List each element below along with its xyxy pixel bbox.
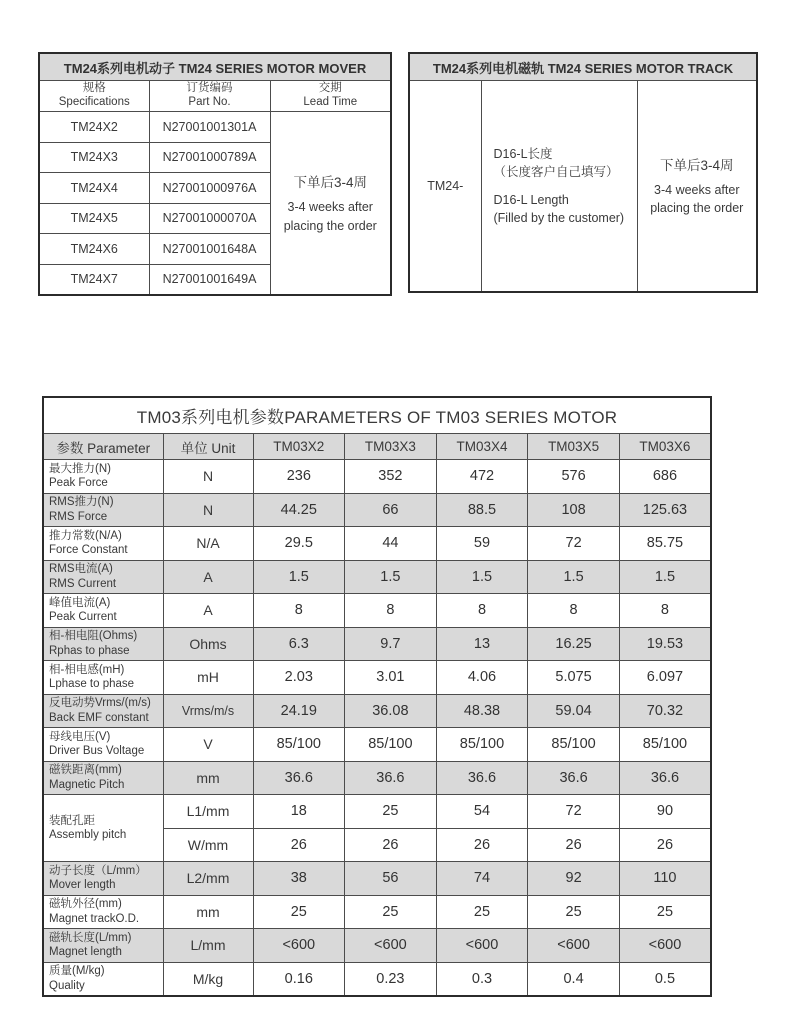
params-header-model: TM03X2 [253,434,345,460]
param-value-cell: 36.08 [345,694,437,728]
param-value-cell: 85/100 [253,728,345,762]
param-value-cell: 66 [345,493,437,527]
param-value-cell: 36.6 [345,761,437,795]
param-unit-cell: N [163,493,253,527]
param-value-cell: 0.16 [253,962,345,996]
param-row-assembly-pitch-l1 [43,795,711,829]
param-value-cell: 8 [345,594,437,628]
param-value-cell: 6.097 [619,661,711,695]
length-zh-line2: （长度客户自己填写） [493,164,619,179]
param-unit-cell: A [163,594,253,628]
param-label-cell [43,795,163,862]
param-row-peak-force [43,460,711,494]
param-label-zh: RMS电流(A) [49,563,113,576]
param-value-cell: 25 [619,895,711,929]
param-value-cell: 0.4 [528,962,620,996]
param-unit-cell: L/mm [163,929,253,963]
param-row-bus-voltage [43,728,711,762]
param-value-cell: 352 [345,460,437,494]
param-value-cell: 9.7 [345,627,437,661]
param-value-cell: 38 [253,862,345,896]
lead-time-en-line1: 3-4 weeks after [654,183,740,198]
param-value-cell: 72 [528,795,620,829]
param-label-en: Peak Current [49,611,117,624]
param-value-cell: 5.075 [528,661,620,695]
col-lead-time-zh: 交期 [318,82,342,95]
param-value-cell: 19.53 [619,627,711,661]
spec-cell: TM24X2 [39,112,149,143]
param-value-cell: 0.3 [436,962,528,996]
param-row-quality [43,962,711,996]
param-label-zh: 质量(M/kg) [49,965,105,978]
param-unit-cell: Ohms [163,627,253,661]
param-label-zh: 装配孔距 [49,814,95,827]
track-model-cell: TM24- [409,81,481,292]
param-unit-cell: N/A [163,527,253,561]
param-value-cell: <600 [436,929,528,963]
param-row-magnetic-pitch [43,761,711,795]
param-unit-cell: Vrms/m/s [163,694,253,728]
param-label-cell [43,661,163,695]
param-value-cell: 36.6 [436,761,528,795]
track-body-row [409,81,757,292]
param-label-cell [43,560,163,594]
params-header-model: TM03X3 [345,434,437,460]
param-value-cell: 108 [528,493,620,527]
lead-time-zh: 下单后3-4周 [293,175,368,191]
param-value-cell: 0.5 [619,962,711,996]
param-value-cell: <600 [345,929,437,963]
param-value-cell: 88.5 [436,493,528,527]
length-zh-line1: D16-L长度 [493,146,553,161]
param-value-cell: 44.25 [253,493,345,527]
param-value-cell: 0.23 [345,962,437,996]
param-label-zh: 最大推力(N) [49,462,111,475]
param-label-en: Quality [49,979,85,992]
param-label-en: Lphase to phase [49,678,135,691]
param-value-cell: 1.5 [436,560,528,594]
param-value-cell: 85/100 [619,728,711,762]
param-value-cell: 29.5 [253,527,345,561]
param-value-cell: 25 [528,895,620,929]
param-row-peak-current [43,594,711,628]
params-title-row [43,397,711,434]
param-row-back-emf [43,694,711,728]
param-value-cell: <600 [619,929,711,963]
col-specifications-en: Specifications [58,96,130,108]
mover-lead-time-cell [270,112,391,296]
col-lead-time [270,81,391,112]
param-label-cell [43,929,163,963]
param-value-cell: 472 [436,460,528,494]
param-unit-cell: mm [163,761,253,795]
param-value-cell: 8 [619,594,711,628]
param-value-cell: 90 [619,795,711,829]
col-part-no [149,81,270,112]
param-label-zh: 磁轨外径(mm) [49,898,122,911]
param-row-inductance [43,661,711,695]
spacer [494,181,637,191]
param-value-cell: 56 [345,862,437,896]
param-label-zh: 母线电压(V) [49,730,111,743]
param-value-cell: 18 [253,795,345,829]
param-label-en: RMS Force [49,510,108,523]
param-label-cell [43,594,163,628]
param-unit-cell: L2/mm [163,862,253,896]
params-header-row [43,434,711,460]
param-label-cell [43,493,163,527]
params-header-model: TM03X5 [528,434,620,460]
param-label-zh: 动子长度（L/mm） [49,864,147,877]
param-value-cell: 16.25 [528,627,620,661]
param-label-en: Assembly pitch [49,829,127,841]
spec-cell: TM24X3 [39,142,149,173]
param-value-cell: 24.19 [253,694,345,728]
param-label-cell [43,728,163,762]
table-row [39,112,391,143]
param-row-resistance [43,627,711,661]
param-value-cell: 1.5 [619,560,711,594]
param-label-zh: 峰值电流(A) [49,596,111,609]
param-label-cell [43,895,163,929]
param-value-cell: 4.06 [436,661,528,695]
part-no-cell: N27001000789A [149,142,270,173]
param-value-cell: 110 [619,862,711,896]
param-label-en: RMS Current [49,577,117,590]
params-header-model: TM03X4 [436,434,528,460]
param-label-en: Magnet trackO.D. [49,912,140,925]
param-label-zh: 磁轨长度(L/mm) [49,931,132,944]
params-header-model: TM03X6 [619,434,711,460]
param-value-cell: 74 [436,862,528,896]
param-label-en: Mover length [49,879,116,892]
param-value-cell: 92 [528,862,620,896]
col-part-no-zh: 订货编码 [186,82,233,95]
spec-cell: TM24X7 [39,264,149,295]
param-unit-cell: W/mm [163,828,253,862]
spec-cell: TM24X6 [39,234,149,265]
param-value-cell: 26 [619,828,711,862]
params-header-unit: 单位 Unit [163,434,253,460]
param-value-cell: <600 [528,929,620,963]
part-no-cell: N27001000070A [149,203,270,234]
param-row-rms-force [43,493,711,527]
param-value-cell: 85/100 [528,728,620,762]
param-value-cell: 8 [436,594,528,628]
param-label-en: Magnetic Pitch [49,778,125,791]
param-value-cell: 48.38 [436,694,528,728]
length-en-line2: (Filled by the customer) [493,210,625,225]
param-value-cell: 25 [345,795,437,829]
mover-colhead-row [39,81,391,112]
param-unit-cell: V [163,728,253,762]
param-value-cell: 1.5 [253,560,345,594]
spec-cell: TM24X4 [39,173,149,204]
part-no-cell: N27001001649A [149,264,270,295]
mover-table [38,52,392,296]
param-label-zh: RMS推力(N) [49,496,114,509]
param-value-cell: 44 [345,527,437,561]
lead-time-en-line2: placing the order [650,201,744,216]
param-label-zh: 磁铁距离(mm) [49,764,122,777]
lead-time-zh: 下单后3-4周 [660,158,734,174]
param-value-cell: 72 [528,527,620,561]
param-value-cell: 25 [253,895,345,929]
track-table [408,52,758,293]
spec-cell: TM24X5 [39,203,149,234]
col-lead-time-en: Lead Time [303,96,358,108]
track-length-cell [481,81,637,292]
param-unit-cell: L1/mm [163,795,253,829]
param-label-cell [43,862,163,896]
param-label-zh: 反电动势Vrms/(m/s) [49,697,151,710]
param-value-cell: 85/100 [436,728,528,762]
param-value-cell: 59 [436,527,528,561]
param-row-mover-length [43,862,711,896]
param-value-cell: 36.6 [253,761,345,795]
col-part-no-en: Part No. [188,96,231,108]
param-label-zh: 相-相电感(mH) [49,663,125,676]
param-value-cell: 6.3 [253,627,345,661]
param-value-cell: 13 [436,627,528,661]
col-specifications-zh: 规格 [82,82,106,95]
param-value-cell: 70.32 [619,694,711,728]
param-row-force-constant [43,527,711,561]
param-value-cell: 125.63 [619,493,711,527]
param-unit-cell: N [163,460,253,494]
param-value-cell: 26 [528,828,620,862]
param-value-cell: 36.6 [528,761,620,795]
params-table-title: TM03系列电机参数PARAMETERS OF TM03 SERIES MOTOR [43,397,711,434]
param-row-magnet-length [43,929,711,963]
param-value-cell: 26 [345,828,437,862]
param-unit-cell: A [163,560,253,594]
param-value-cell: 2.03 [253,661,345,695]
param-label-cell [43,527,163,561]
param-label-cell [43,460,163,494]
param-value-cell: 686 [619,460,711,494]
param-value-cell: 26 [253,828,345,862]
param-row-magnet-track-od [43,895,711,929]
param-value-cell: 25 [436,895,528,929]
mover-table-title: TM24系列电机动子 TM24 SERIES MOTOR MOVER [39,53,391,81]
param-value-cell: 8 [253,594,345,628]
part-no-cell: N27001000976A [149,173,270,204]
param-value-cell: <600 [253,929,345,963]
param-value-cell: 236 [253,460,345,494]
lead-time-en-line2: placing the order [283,218,377,233]
lead-time-en-line1: 3-4 weeks after [287,200,373,215]
mover-title-row [39,53,391,81]
param-value-cell: 85.75 [619,527,711,561]
param-label-en: Rphas to phase [49,644,130,657]
part-no-cell: N27001001648A [149,234,270,265]
param-value-cell: 576 [528,460,620,494]
param-unit-cell: M/kg [163,962,253,996]
param-label-cell [43,627,163,661]
param-row-rms-current [43,560,711,594]
track-title-row [409,53,757,81]
param-label-cell [43,694,163,728]
param-value-cell: 85/100 [345,728,437,762]
track-table-title: TM24系列电机磁轨 TM24 SERIES MOTOR TRACK [409,53,757,81]
param-unit-cell: mm [163,895,253,929]
param-value-cell: 1.5 [345,560,437,594]
param-value-cell: 36.6 [619,761,711,795]
track-lead-time-cell [637,81,757,292]
params-header-parameter: 参数 Parameter [43,434,163,460]
param-value-cell: 54 [436,795,528,829]
param-label-en: Magnet length [49,946,122,959]
param-label-zh: 相-相电阻(Ohms) [49,630,138,643]
param-label-cell [43,962,163,996]
param-label-en: Back EMF constant [49,711,149,724]
params-table [42,396,712,997]
param-label-cell [43,761,163,795]
length-en-line1: D16-L Length [493,192,569,207]
param-value-cell: 3.01 [345,661,437,695]
param-value-cell: 26 [436,828,528,862]
col-specifications [39,81,149,112]
param-label-en: Force Constant [49,544,128,557]
param-value-cell: 1.5 [528,560,620,594]
part-no-cell: N27001001301A [149,112,270,143]
param-label-en: Driver Bus Voltage [49,745,145,758]
param-label-zh: 推力常数(N/A) [49,529,122,542]
param-label-en: Peak Force [49,477,108,490]
param-value-cell: 8 [528,594,620,628]
param-value-cell: 59.04 [528,694,620,728]
param-unit-cell: mH [163,661,253,695]
param-value-cell: 25 [345,895,437,929]
